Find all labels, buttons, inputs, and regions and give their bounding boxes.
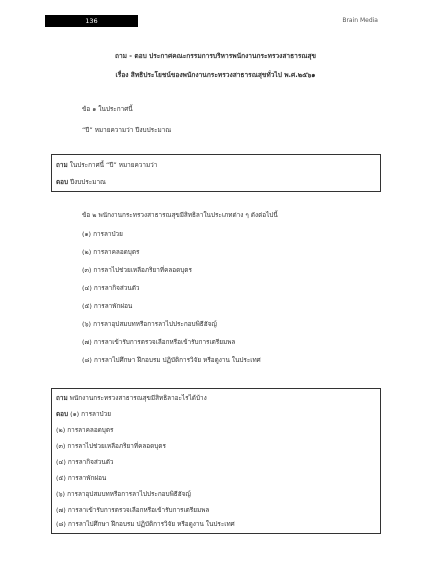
question-label: ถาม (56, 394, 68, 402)
question-text: ในประกาศนี้ “ปี” หมายความว่า (67, 161, 158, 169)
leave-item: (๔) การลากิจส่วนตัว (82, 284, 140, 292)
page-number-badge: 136 (45, 15, 138, 27)
qa1-answer (56, 177, 106, 187)
definition-year: “ปี” หมายความว่า ปีงบประมาณ (82, 126, 172, 134)
clause-2: ข้อ ๒ พนักงานกระทรวงสาธารณสุขมีสิทธิลาในประเภทต่าง ๆ ดังต่อไปนี้ (82, 211, 278, 219)
answer-item: (๖) การลาอุปสมบทหรือการลาไปประกอบพิธีฮัจญ์ (56, 490, 191, 498)
brand-name: Brain Media (342, 17, 378, 24)
qa-box-1 (51, 154, 381, 192)
question-label: ถาม (56, 161, 68, 169)
leave-item: (๑) การลาป่วย (82, 230, 123, 238)
qa2-question (56, 393, 207, 403)
document-title-line2: เรื่อง สิทธิประโยชน์ของพนักงานกระทรวงสาธารณสุขทั่วไป พ.ศ.๒๕๖๑ (115, 71, 316, 79)
answer-item: (๗) การลาเข้ารับการตรวจเลือกหรือเข้ารับการเตรียมพล (56, 506, 210, 514)
document-title-line1: ถาม - ตอบ ประกาศคณะกรรมการบริหารพนักงานกระทรวงสาธารณสุข (114, 52, 317, 60)
answer-text: ปีงบประมาณ (68, 178, 106, 186)
qa-box-2 (51, 388, 381, 534)
leave-item: (๗) การลาเข้ารับการตรวจเลือกหรือเข้ารับการเตรียมพล (82, 338, 236, 346)
qa2-answer (56, 409, 111, 419)
leave-item: (๕) การลาพักผ่อน (82, 302, 133, 310)
qa1-question (56, 160, 157, 170)
leave-item: (๓) การลาไปช่วยเหลือภริยาที่คลอดบุตร (82, 266, 192, 274)
answer-item: (๒) การลาคลอดบุตร (56, 426, 114, 434)
leave-item: (๒) การลาคลอดบุตร (82, 248, 140, 256)
clause-1: ข้อ ๑ ในประกาศนี้ (82, 105, 133, 113)
leave-item: (๘) การลาไปศึกษา ฝึกอบรม ปฏิบัติการวิจัย หรือดูงาน ในประเทศ (82, 356, 261, 364)
answer-label: ตอบ (56, 178, 69, 186)
leave-item: (๖) การลาอุปสมบทหรือการลาไปประกอบพิธีฮัจญ์ (82, 320, 217, 328)
answer-label: ตอบ (56, 410, 69, 418)
answer-item: (๓) การลาไปช่วยเหลือภริยาที่คลอดบุตร (56, 442, 166, 450)
answer-item: (๕) การลาพักผ่อน (56, 474, 107, 482)
answer-item: (๘) การลาไปศึกษา ฝึกอบรม ปฏิบัติการวิจัย หรือดูงาน ในประเทศ (56, 520, 235, 528)
question-text: พนักงานกระทรวงสาธารณสุขมีสิทธิลาอะไรได้บ้าง (67, 394, 207, 402)
answer-item: (๔) การลากิจส่วนตัว (56, 458, 114, 466)
answer-first-item: (๑) การลาป่วย (68, 410, 111, 418)
